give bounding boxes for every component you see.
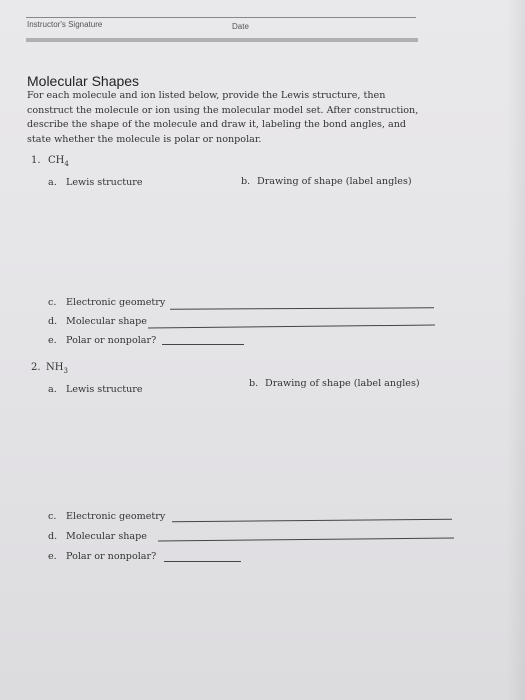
section-title: Molecular Shapes — [27, 73, 140, 89]
item-b-letter: b. — [249, 378, 259, 389]
item-c-label: Electronic geometry — [66, 297, 166, 308]
formula-base: NH — [46, 362, 64, 373]
answer-line-electronic-geometry[interactable] — [172, 519, 452, 522]
question-formula — [46, 362, 68, 375]
item-a-letter: a. — [48, 384, 57, 395]
item-e-label: Polar or nonpolar? — [66, 551, 157, 562]
item-c-letter: c. — [48, 297, 57, 308]
signature-label: Instructor's Signature — [27, 20, 103, 29]
item-a-letter: a. — [48, 177, 57, 188]
question-number: 2. — [31, 362, 41, 373]
item-e-letter: e. — [48, 335, 57, 346]
formula-base: CH — [48, 155, 65, 166]
item-d-letter: d. — [48, 316, 58, 327]
item-e-letter: e. — [48, 551, 57, 562]
question-formula — [48, 155, 69, 168]
question-number: 1. — [31, 155, 41, 166]
item-a-label: Lewis structure — [66, 384, 143, 395]
date-label: Date — [232, 22, 249, 31]
instructions-paragraph: For each molecule and ion listed below, provide the Lewis structure, then construct the molecule or ion using the molecular model set. After construction, describe the shape of the molecule and draw it, labeling the bond angles, and state whether the molecule is polar or nonpolar. — [27, 90, 419, 145]
item-d-label: Molecular shape — [66, 531, 147, 542]
formula-subscript: 3 — [63, 367, 68, 375]
answer-line-polarity[interactable] — [164, 561, 241, 562]
item-a-label: Lewis structure — [66, 177, 143, 188]
header-divider — [26, 38, 418, 42]
item-e-label: Polar or nonpolar? — [66, 335, 157, 346]
item-c-letter: c. — [48, 511, 57, 522]
item-b-letter: b. — [241, 176, 251, 187]
page-shadow — [507, 0, 525, 700]
item-b-label: Drawing of shape (label angles) — [265, 378, 420, 389]
item-d-letter: d. — [48, 531, 58, 542]
answer-line-electronic-geometry[interactable] — [170, 307, 434, 309]
signature-line — [26, 17, 416, 18]
item-c-label: Electronic geometry — [66, 511, 166, 522]
item-d-label: Molecular shape — [66, 316, 147, 327]
answer-line-molecular-shape[interactable] — [158, 537, 454, 541]
answer-line-polarity[interactable] — [162, 344, 244, 345]
item-b-label: Drawing of shape (label angles) — [257, 176, 412, 187]
formula-subscript: 4 — [64, 160, 69, 168]
answer-line-molecular-shape[interactable] — [148, 324, 435, 328]
